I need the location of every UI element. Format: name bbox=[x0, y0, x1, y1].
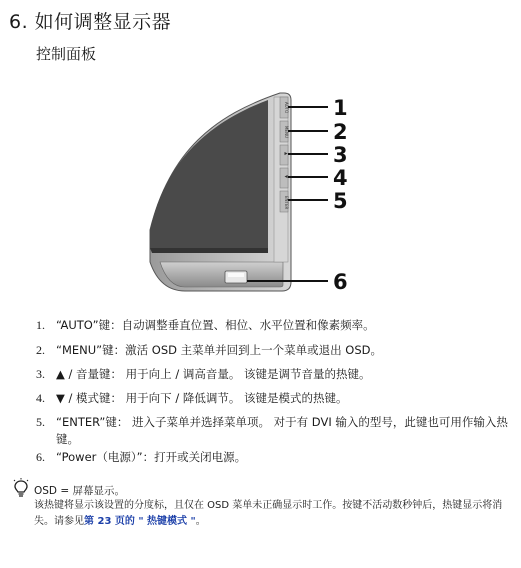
list-item-text: “MENU”键：激活 OSD 主菜单并回到上一个菜单或退出 OSD。 bbox=[56, 343, 383, 357]
callout-4: 4 bbox=[333, 166, 348, 190]
page-title: 6. 如何调整显示器 bbox=[9, 11, 172, 33]
callout-5: 5 bbox=[333, 189, 348, 213]
list-item-text: “Power（电源）”：打开或关闭电源。 bbox=[56, 450, 247, 464]
enter-key-label: ENTER bbox=[284, 196, 289, 210]
auto-key-label: AUTO bbox=[284, 102, 289, 114]
menu-key-label: MENU bbox=[284, 126, 289, 138]
note-title: OSD = 屏幕显示。 bbox=[34, 485, 125, 497]
lightbulb-icon bbox=[12, 478, 30, 498]
list-item-number: 2. bbox=[36, 343, 45, 357]
list-item-number: 5. bbox=[36, 415, 45, 429]
list-item-number: 1. bbox=[36, 318, 45, 332]
callout-3: 3 bbox=[333, 143, 348, 167]
list-item-text: “AUTO”键：自动调整垂直位置、相位、水平位置和像素频率。 bbox=[56, 318, 375, 332]
note-body bbox=[34, 498, 514, 530]
list-item-text: ▲ / 音量键： 用于向上 / 调高音量。 该键是调节音量的热键。 bbox=[56, 367, 371, 381]
note-text: 该热键将显示该设置的分度标，且仅在 OSD 菜单未正确显示时工作。按键不活动数秒钟后，热键显示将消失。请参见 bbox=[34, 500, 503, 527]
down-key-label: ▼ bbox=[284, 175, 289, 179]
list-item-number: 3. bbox=[36, 367, 45, 381]
up-key-label: ▲ bbox=[284, 152, 289, 156]
list-item-text: ▼ / 模式键： 用于向下 / 降低调节。 该键是模式的热键。 bbox=[56, 391, 348, 405]
callout-1: 1 bbox=[333, 96, 348, 120]
list-item-number: 6. bbox=[36, 450, 45, 464]
callout-2: 2 bbox=[333, 120, 348, 144]
hotkey-mode-link[interactable]: 第 23 页的 " 热键模式 " bbox=[84, 516, 196, 527]
section-title: 控制面板 bbox=[36, 45, 97, 63]
note-text-end: 。 bbox=[195, 516, 206, 527]
monitor-screen bbox=[150, 100, 268, 248]
monitor-bottom-bezel bbox=[160, 262, 283, 287]
list-item-text: “ENTER”键： 进入子菜单并选择菜单项。 对于有 DVI 输入的型号，此键也可用作输入热键。 bbox=[56, 415, 508, 446]
list-item-number: 4. bbox=[36, 391, 45, 405]
callout-6: 6 bbox=[333, 270, 348, 294]
